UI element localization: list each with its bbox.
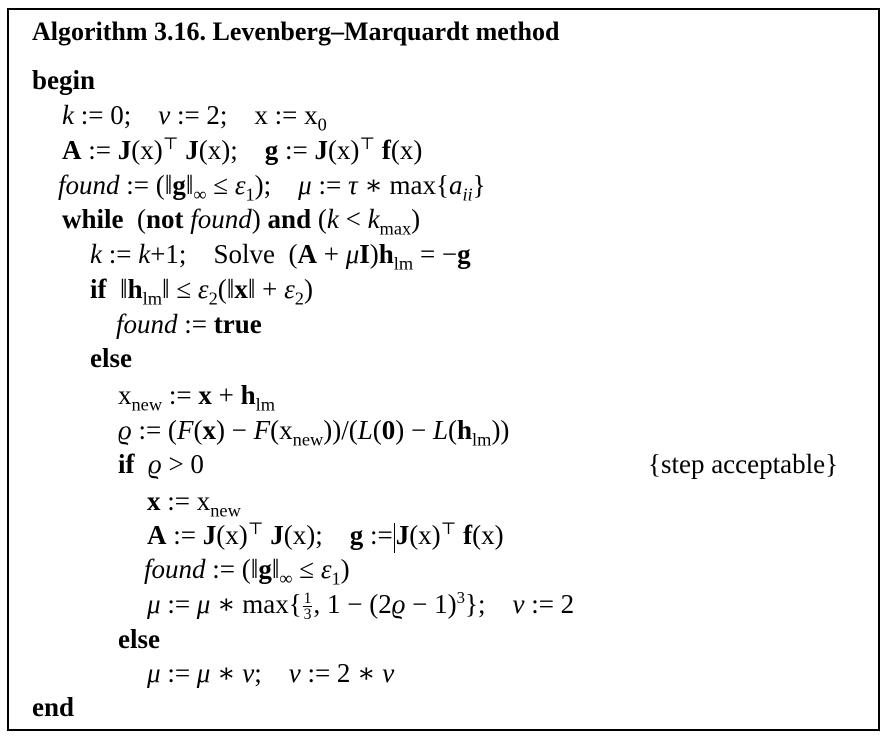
keyword-end: end	[32, 692, 75, 722]
keyword-else-outer: else	[90, 343, 132, 373]
line-update-found: found := $(‖g‖_\infty \le \varepsilon_1)$	[144, 554, 350, 589]
line-gain-ratio: ϱ := $(F(x) - F(x_{new}))/(L(0) - L(h_{lm}))$	[118, 415, 510, 450]
line-xnew: $x_{new}$ := $x + h_{lm}$	[118, 380, 275, 415]
line-x-update: x := $x_{new}$	[147, 486, 241, 521]
keyword-else-inner: else	[118, 624, 160, 654]
text-cursor	[394, 523, 395, 553]
fraction-one-third: $\frac{1}{3}$	[303, 589, 312, 624]
line-while: while (not found) and $(k < k_{max})$	[62, 204, 421, 239]
keyword-begin: begin	[32, 65, 96, 95]
line-found-true: found := true	[116, 309, 262, 339]
line-update-mu-nu: μ := μ ∗ max{ $\frac{1}{3}$ , $1 - (2ϱ - 1)^3$}; ν := 2	[147, 587, 575, 624]
line-init-k-nu-x: k := 0; ν := 2; x := $x_0$	[62, 100, 327, 135]
comment-step-acceptable: {step acceptable}	[648, 449, 839, 479]
algorithm-title: Algorithm 3.16. Levenberg–Marquardt method	[32, 17, 560, 46]
line-if-rho: if ϱ > 0	[118, 449, 204, 479]
line-init-A-g: A := J(x)⊤ J(x); g := J(x)⊤ f(x)	[62, 133, 423, 165]
line-init-found-mu: found := $(‖g‖_\infty \le \varepsilon_1)$; μ := τ ∗ $\max\{a_{ii}\}$	[58, 170, 486, 205]
line-update-A-g: A := J(x)⊤ J(x); g := J(x)⊤ f(x)	[147, 519, 504, 553]
line-reject-step: μ := μ ∗ ν; ν := 2 ∗ ν	[147, 658, 395, 688]
line-solve: k := k+1; Solve $(A + \mu I)h_{lm} = -g$	[90, 239, 471, 274]
line-if-stop: if $‖h_{lm}‖$ ≤ $\varepsilon_2(‖x‖ + \varepsilon_2)$	[90, 274, 313, 309]
